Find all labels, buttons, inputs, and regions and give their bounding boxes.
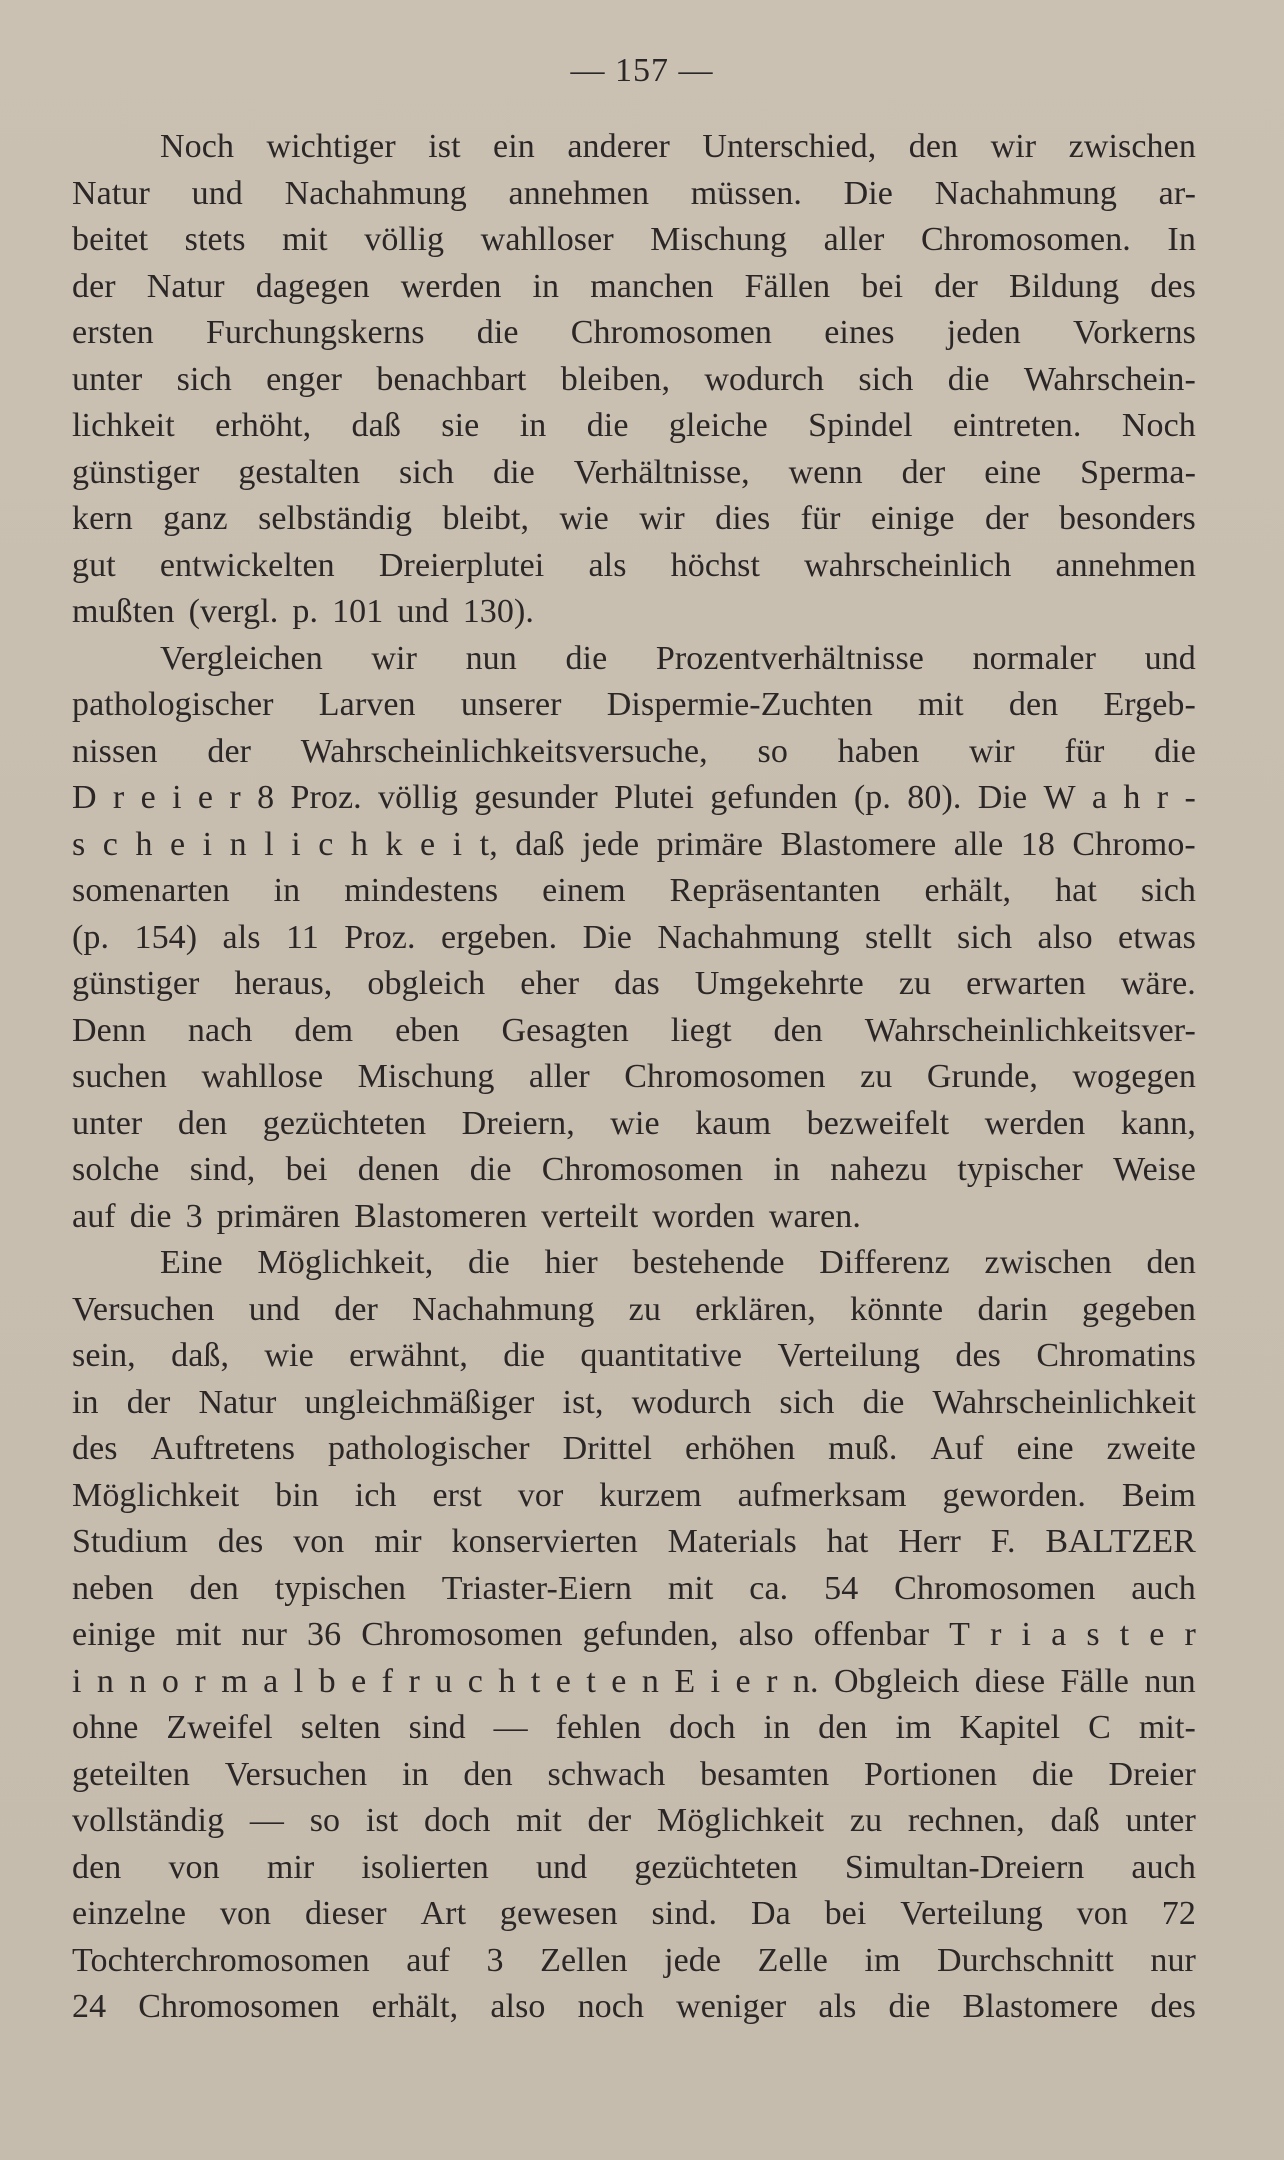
- text-line: günstiger gestalten sich die Verhältnisse, wenn der eine Sperma-: [72, 453, 1196, 491]
- text-line: Studium des von mir konservierten Materials hat Herr F. BALTZER: [72, 1523, 1196, 1560]
- text-line: Denn nach dem eben Gesagten liegt den Wahrscheinlichkeitsver-: [72, 1011, 1196, 1049]
- text-line: nissen der Wahrscheinlichkeitsversuche, so haben wir für die: [72, 732, 1196, 770]
- text-line: einzelne von dieser Art gewesen sind. Da bei Verteilung von 72: [72, 1895, 1196, 1932]
- text-line: vollständig — so ist doch mit der Möglichkeit zu rechnen, daß unter: [72, 1802, 1196, 1839]
- text-line: des Auftretens pathologischer Drittel erhöhen muß. Auf eine zweite: [72, 1430, 1196, 1467]
- text-line: geteilten Versuchen in den schwach besamten Portionen die Dreier: [72, 1755, 1196, 1793]
- text-line: Möglichkeit bin ich erst vor kurzem aufmerksam geworden. Beim: [72, 1476, 1196, 1514]
- text-line: den von mir isolierten und gezüchteten Simultan-Dreiern auch: [72, 1848, 1196, 1886]
- text-line: (p. 154) als 11 Proz. ergeben. Die Nachahmung stellt sich also etwas: [72, 918, 1196, 956]
- text-line: einige mit nur 36 Chromosomen gefunden, also offenbar T r i a s t e r: [72, 1616, 1196, 1653]
- text-line: Vergleichen wir nun die Prozentverhältnisse normaler und: [160, 639, 1196, 677]
- text-line: pathologischer Larven unserer Dispermie-Zuchten mit den Ergeb-: [72, 686, 1196, 723]
- text-line: Eine Möglichkeit, die hier bestehende Differenz zwischen den: [160, 1244, 1196, 1281]
- text-line: s c h e i n l i c h k e i t, daß jede primäre Blastomere alle 18 Chromo-: [72, 825, 1196, 863]
- text-line: solche sind, bei denen die Chromosomen in nahezu typischer Weise: [72, 1151, 1196, 1188]
- text-line: 24 Chromosomen erhält, also noch weniger als die Blastomere des: [72, 1988, 1196, 2025]
- text-line: ohne Zweifel selten sind — fehlen doch in den im Kapitel C mit-: [72, 1709, 1196, 1746]
- text-line: Noch wichtiger ist ein anderer Unterschied, den wir zwischen: [160, 128, 1196, 165]
- body-text: [72, 124, 1196, 2031]
- text-line: D r e i e r 8 Proz. völlig gesunder Plutei gefunden (p. 80). Die W a h r -: [72, 779, 1196, 816]
- text-line: Natur und Nachahmung annehmen müssen. Die Nachahmung ar-: [72, 174, 1196, 212]
- text-line: lichkeit erhöht, daß sie in die gleiche Spindel eintreten. Noch: [72, 407, 1196, 444]
- text-line: unter den gezüchteten Dreiern, wie kaum bezweifelt werden kann,: [72, 1104, 1196, 1142]
- text-line: sein, daß, wie erwähnt, die quantitative Verteilung des Chromatins: [72, 1337, 1196, 1374]
- text-line: mußten (vergl. p. 101 und 130).: [72, 593, 535, 630]
- text-line: i n n o r m a l b e f r u c h t e t e n E i e r n. Obgleich diese Fälle nun: [72, 1662, 1196, 1700]
- text-line: somenarten in mindestens einem Repräsentanten erhält, hat sich: [72, 872, 1196, 909]
- text-line: suchen wahllose Mischung aller Chromosomen zu Grunde, wogegen: [72, 1058, 1196, 1095]
- text-line: beitet stets mit völlig wahlloser Mischung aller Chromosomen. In: [72, 221, 1196, 258]
- text-line: günstiger heraus, obgleich eher das Umgekehrte zu erwarten wäre.: [72, 965, 1196, 1002]
- text-line: kern ganz selbständig bleibt, wie wir dies für einige der besonders: [72, 500, 1196, 537]
- text-line: unter sich enger benachbart bleiben, wodurch sich die Wahrschein-: [72, 360, 1196, 398]
- text-line: gut entwickelten Dreierplutei als höchst wahrscheinlich annehmen: [72, 546, 1196, 584]
- text-line: in der Natur ungleichmäßiger ist, wodurch sich die Wahrscheinlichkeit: [72, 1383, 1196, 1421]
- text-line: auf die 3 primären Blastomeren verteilt worden waren.: [72, 1197, 861, 1235]
- text-line: neben den typischen Triaster-Eiern mit ca. 54 Chromosomen auch: [72, 1569, 1196, 1607]
- text-line: ersten Furchungskerns die Chromosomen eines jeden Vorkerns: [72, 314, 1196, 351]
- page-number: — 157 —: [570, 52, 714, 89]
- text-line: Tochterchromosomen auf 3 Zellen jede Zelle im Durchschnitt nur: [72, 1941, 1196, 1979]
- text-line: Versuchen und der Nachahmung zu erklären, könnte darin gegeben: [72, 1290, 1196, 1328]
- text-line: der Natur dagegen werden in manchen Fällen bei der Bildung des: [72, 267, 1196, 305]
